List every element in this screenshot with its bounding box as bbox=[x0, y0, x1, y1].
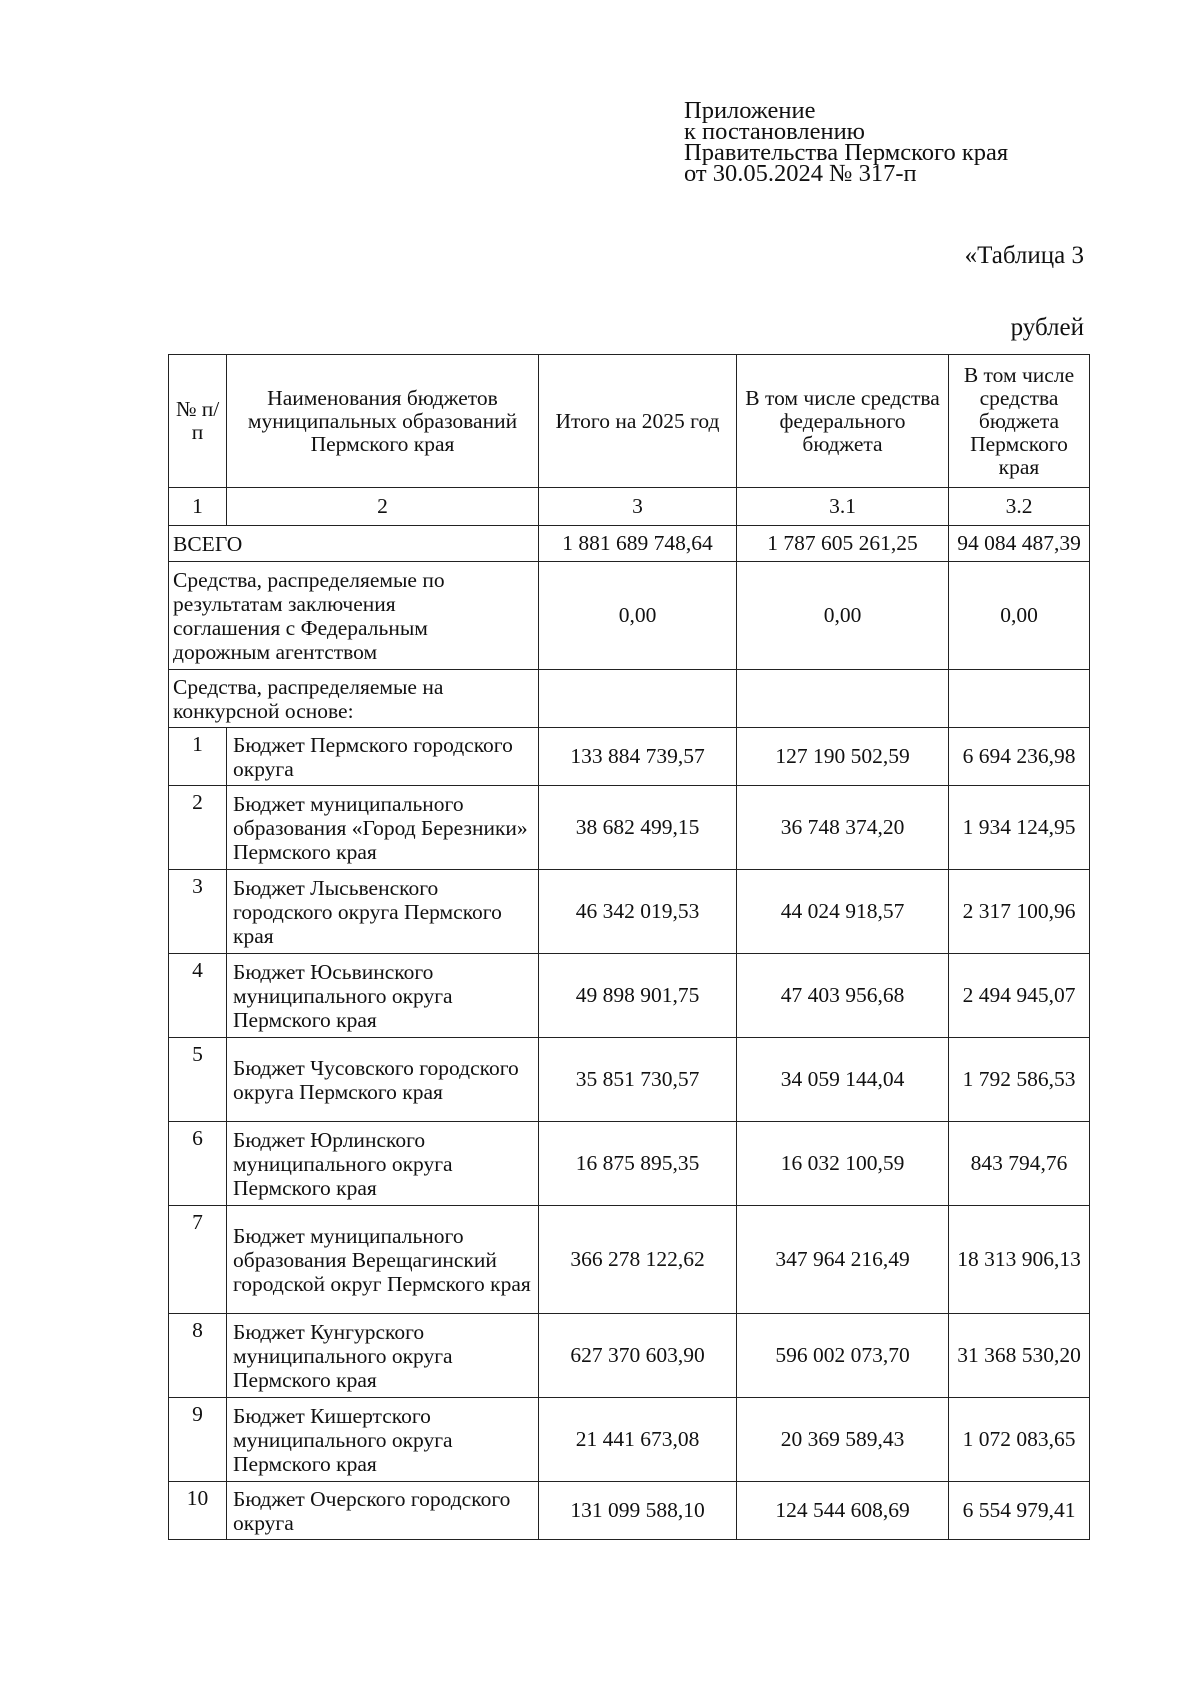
competitive-label bbox=[169, 670, 539, 728]
table-row bbox=[169, 1398, 1090, 1482]
row-federal: 596 002 073,70 bbox=[737, 1314, 949, 1398]
total-federal: 1 787 605 261,25 bbox=[737, 526, 949, 562]
table-row bbox=[169, 1482, 1090, 1540]
agency-label bbox=[169, 562, 539, 670]
row-budget-name: Бюджет муниципального образования «Город Березники» Пермского края bbox=[227, 786, 539, 870]
agency-amount: 0,00 bbox=[539, 562, 737, 670]
header-line-2: к постановлению bbox=[684, 118, 865, 145]
header-line-3: Правительства Пермского края bbox=[684, 139, 1009, 166]
row-number: 4 bbox=[169, 954, 227, 1038]
table-title: «Таблица 3 bbox=[964, 242, 1084, 269]
table-row bbox=[169, 954, 1090, 1038]
row-federal: 127 190 502,59 bbox=[737, 728, 949, 786]
row-total: 38 682 499,15 bbox=[539, 786, 737, 870]
agency-label-text: Средства, распределяемые по результатам заключения соглашения с Федеральным дорожным агентством bbox=[173, 567, 445, 664]
row-total: 46 342 019,53 bbox=[539, 870, 737, 954]
row-regional: 1 072 083,65 bbox=[949, 1398, 1090, 1482]
header-line-4: от 30.05.2024 № 317-п bbox=[684, 160, 917, 187]
competitive-label-text: Средства, распределяемые на конкурсной основе: bbox=[173, 674, 444, 723]
row-total: 627 370 603,90 bbox=[539, 1314, 737, 1398]
row-budget-name: Бюджет Кишертского муниципального округа Пермского края bbox=[227, 1398, 539, 1482]
row-regional: 18 313 906,13 bbox=[949, 1206, 1090, 1314]
column-number: 3.1 bbox=[737, 488, 949, 526]
row-budget-name: Бюджет Пермского городского округа bbox=[227, 728, 539, 786]
row-federal: 124 544 608,69 bbox=[737, 1482, 949, 1540]
row-federal: 44 024 918,57 bbox=[737, 870, 949, 954]
column-number: 3 bbox=[539, 488, 737, 526]
row-number: 6 bbox=[169, 1122, 227, 1206]
row-regional: 2 494 945,07 bbox=[949, 954, 1090, 1038]
table-row bbox=[169, 786, 1090, 870]
appendix-header bbox=[684, 97, 1009, 187]
row-number: 9 bbox=[169, 1398, 227, 1482]
column-number: 2 bbox=[227, 488, 539, 526]
table-header-row bbox=[169, 355, 1090, 488]
row-budget-name: Бюджет муниципального образования Верещагинский городской округ Пермского края bbox=[227, 1206, 539, 1314]
row-budget-name: Бюджет Юсьвинского муниципального округа Пермского края bbox=[227, 954, 539, 1038]
row-total: 131 099 588,10 bbox=[539, 1482, 737, 1540]
row-federal: 47 403 956,68 bbox=[737, 954, 949, 1038]
row-number: 3 bbox=[169, 870, 227, 954]
column-number: 1 bbox=[169, 488, 227, 526]
agency-federal: 0,00 bbox=[737, 562, 949, 670]
empty-cell bbox=[949, 670, 1090, 728]
row-number: 1 bbox=[169, 728, 227, 786]
col-header-num: № п/п bbox=[169, 355, 227, 488]
row-total: 21 441 673,08 bbox=[539, 1398, 737, 1482]
row-number: 8 bbox=[169, 1314, 227, 1398]
row-federal: 34 059 144,04 bbox=[737, 1038, 949, 1122]
row-budget-name: Бюджет Очерского городского округа bbox=[227, 1482, 539, 1540]
row-federal: 347 964 216,49 bbox=[737, 1206, 949, 1314]
row-regional: 1 792 586,53 bbox=[949, 1038, 1090, 1122]
row-number: 7 bbox=[169, 1206, 227, 1314]
row-number: 5 bbox=[169, 1038, 227, 1122]
row-number: 10 bbox=[169, 1482, 227, 1540]
units-label: рублей bbox=[1010, 314, 1084, 341]
empty-cell bbox=[737, 670, 949, 728]
row-budget-name: Бюджет Чусовского городского округа Пермского края bbox=[227, 1038, 539, 1122]
total-row bbox=[169, 526, 1090, 562]
agency-regional: 0,00 bbox=[949, 562, 1090, 670]
row-total: 133 884 739,57 bbox=[539, 728, 737, 786]
row-budget-name: Бюджет Юрлинского муниципального округа Пермского края bbox=[227, 1122, 539, 1206]
row-total: 366 278 122,62 bbox=[539, 1206, 737, 1314]
total-regional: 94 084 487,39 bbox=[949, 526, 1090, 562]
table-row bbox=[169, 870, 1090, 954]
table-row bbox=[169, 1314, 1090, 1398]
column-number-row bbox=[169, 488, 1090, 526]
row-federal: 20 369 589,43 bbox=[737, 1398, 949, 1482]
row-federal: 36 748 374,20 bbox=[737, 786, 949, 870]
row-total: 49 898 901,75 bbox=[539, 954, 737, 1038]
col-header-regional: В том числе средства бюджета Пермского края bbox=[949, 355, 1090, 488]
empty-cell bbox=[539, 670, 737, 728]
row-budget-name: Бюджет Кунгурского муниципального округа Пермского края bbox=[227, 1314, 539, 1398]
agency-row bbox=[169, 562, 1090, 670]
total-label: ВСЕГО bbox=[169, 526, 539, 562]
budget-table bbox=[168, 354, 1090, 1540]
table-row bbox=[169, 1206, 1090, 1314]
row-number: 2 bbox=[169, 786, 227, 870]
row-budget-name: Бюджет Лысьвенского городского округа Пермского края bbox=[227, 870, 539, 954]
row-total: 35 851 730,57 bbox=[539, 1038, 737, 1122]
row-regional: 31 368 530,20 bbox=[949, 1314, 1090, 1398]
col-header-total: Итого на 2025 год bbox=[539, 355, 737, 488]
row-regional: 843 794,76 bbox=[949, 1122, 1090, 1206]
table-row bbox=[169, 1038, 1090, 1122]
table-row bbox=[169, 1122, 1090, 1206]
competitive-row bbox=[169, 670, 1090, 728]
col-header-federal: В том числе средства федерального бюджета bbox=[737, 355, 949, 488]
row-regional: 6 554 979,41 bbox=[949, 1482, 1090, 1540]
row-total: 16 875 895,35 bbox=[539, 1122, 737, 1206]
row-federal: 16 032 100,59 bbox=[737, 1122, 949, 1206]
total-amount: 1 881 689 748,64 bbox=[539, 526, 737, 562]
row-regional: 6 694 236,98 bbox=[949, 728, 1090, 786]
row-regional: 2 317 100,96 bbox=[949, 870, 1090, 954]
column-number: 3.2 bbox=[949, 488, 1090, 526]
row-regional: 1 934 124,95 bbox=[949, 786, 1090, 870]
header-line-1: Приложение bbox=[684, 97, 816, 124]
col-header-name: Наименования бюджетов муниципальных образований Пермского края bbox=[227, 355, 539, 488]
table-row bbox=[169, 728, 1090, 786]
